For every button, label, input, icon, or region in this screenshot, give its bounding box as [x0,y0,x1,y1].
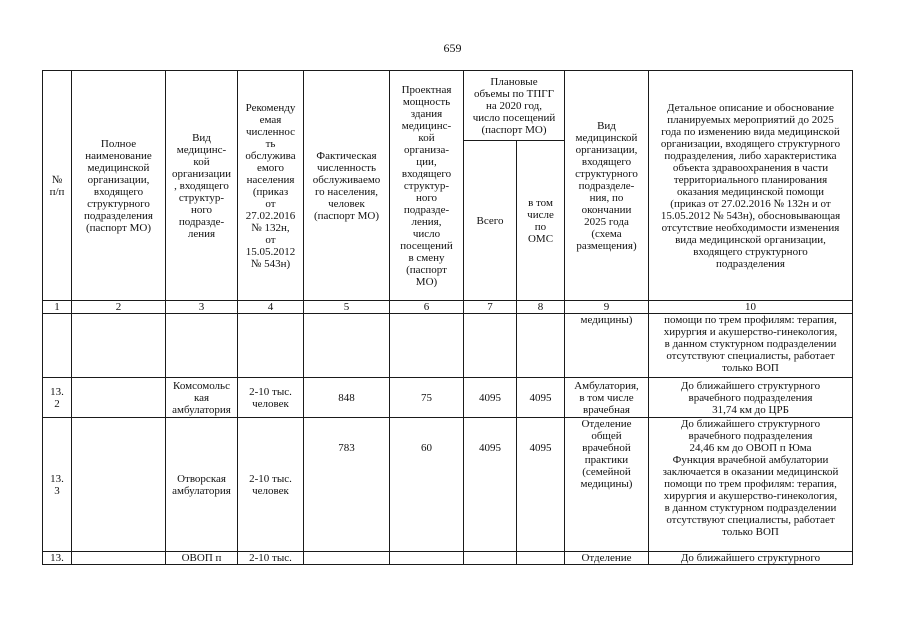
column-number: 5 [304,301,390,314]
table-row [43,418,853,552]
cell-design-capacity: 60 [390,418,464,552]
header-org-name: Полное наименование медицинской организации, входящего структурного подразделения (паспорт МО) [72,71,166,301]
medical-organizations-table [42,70,853,565]
cell-total [464,552,517,565]
cell-org-name [72,378,166,418]
column-number: 9 [565,301,649,314]
cell-org-type: ОВОП п [166,552,238,565]
cell-oms: 4095 [517,418,565,552]
column-number: 6 [390,301,464,314]
cell-recommended-population [238,314,304,378]
cell-number: 13. [43,552,72,565]
cell-oms [517,314,565,378]
header-recommended-population: Рекоменду емая численнос ть обслужива емого населения (приказ от 27.02.2016 № 132н, от 15.05.2012 № 543н) [238,71,304,301]
cell-oms: 4095 [517,378,565,418]
column-number-row [43,301,853,314]
cell-number [43,314,72,378]
cell-org-name [72,418,166,552]
header-design-capacity: Проектная мощность здания медицинс- кой организа- ции, входящего структур- ного подразде- ления, число посещений в смену (паспорт МО) [390,71,464,301]
table-row [43,552,853,565]
cell-description: помощи по трем профилям: терапия, хирургия и акушерство-гинекология, в данном стуктурном подразделении отсутствуют специалисты, работает только ВОП [649,314,853,378]
cell-total: 4095 [464,378,517,418]
cell-design-capacity: 75 [390,378,464,418]
table-row [43,378,853,418]
cell-org-type-2025: Амбулатория, в том числе врачебная [565,378,649,418]
header-actual-population: Фактическая численность обслуживаемо го населения, человек (паспорт МО) [304,71,390,301]
cell-total [464,314,517,378]
header-org-type: Вид медицинс- кой организации , входящего структур- ного подразде- ления [166,71,238,301]
cell-org-type-2025: Отделение общей врачебной практики (семейной медицины) [565,418,649,552]
cell-recommended-population: 2-10 тыс. человек [238,418,304,552]
cell-actual-population [304,314,390,378]
cell-description: До ближайшего структурного врачебного подразделения 24,46 км до ОВОП п Юма Функция врачебной амбулатории заключается в оказании медицинской помощи по трем профилям: терапия, хирургия и акушерство-гинекология, в данном стуктурном подразделении отсутствуют специалисты, работает только ВОП [649,418,853,552]
column-number: 8 [517,301,565,314]
column-number: 7 [464,301,517,314]
header-description: Детальное описание и обоснование планируемых мероприятий до 2025 года по изменению вида медицинской организации, входящего структурного подразделения, либо характеристика объекта здравоохранения в части территориального планирования оказания медицинской помощи (приказ от 27.02.2016 № 132н и от 15.05.2012 № 543н), обосновывающая отсутствие необходимости изменения вида медицинской организации, входящего структурного подразделения [649,71,853,301]
cell-org-type: Отворская амбулатория [166,418,238,552]
header-row-number: № п/п [43,71,72,301]
cell-description: До ближайшего структурного врачебного подразделения 31,74 км до ЦРБ [649,378,853,418]
page-number: 659 [443,41,462,55]
cell-actual-population: 783 [304,418,390,552]
cell-oms [517,552,565,565]
cell-recommended-population: 2-10 тыс. [238,552,304,565]
column-number: 4 [238,301,304,314]
cell-description: До ближайшего структурного [649,552,853,565]
cell-org-name [72,314,166,378]
cell-total: 4095 [464,418,517,552]
cell-number: 13. 3 [43,418,72,552]
column-number: 3 [166,301,238,314]
header-including-oms: в том числе по ОМС [517,141,565,301]
cell-org-name [72,552,166,565]
header-org-type-2025: Вид медицинской организации, входящего структурного подразделе- ния, по окончании 2025 года (схема размещения) [565,71,649,301]
cell-recommended-population: 2-10 тыс. человек [238,378,304,418]
cell-org-type: Комсомольс кая амбулатория [166,378,238,418]
cell-design-capacity [390,314,464,378]
cell-org-type-2025: Отделение [565,552,649,565]
column-number: 10 [649,301,853,314]
table-row [43,314,853,378]
column-number: 2 [72,301,166,314]
header-total: Всего [464,141,517,301]
cell-number: 13. 2 [43,378,72,418]
cell-design-capacity [390,552,464,565]
cell-actual-population [304,552,390,565]
column-number: 1 [43,301,72,314]
cell-org-type [166,314,238,378]
header-planned-volumes: Плановые объемы по ТПГГ на 2020 год, число посещений (паспорт МО) [464,71,565,141]
cell-actual-population: 848 [304,378,390,418]
cell-org-type-2025: медицины) [565,314,649,378]
